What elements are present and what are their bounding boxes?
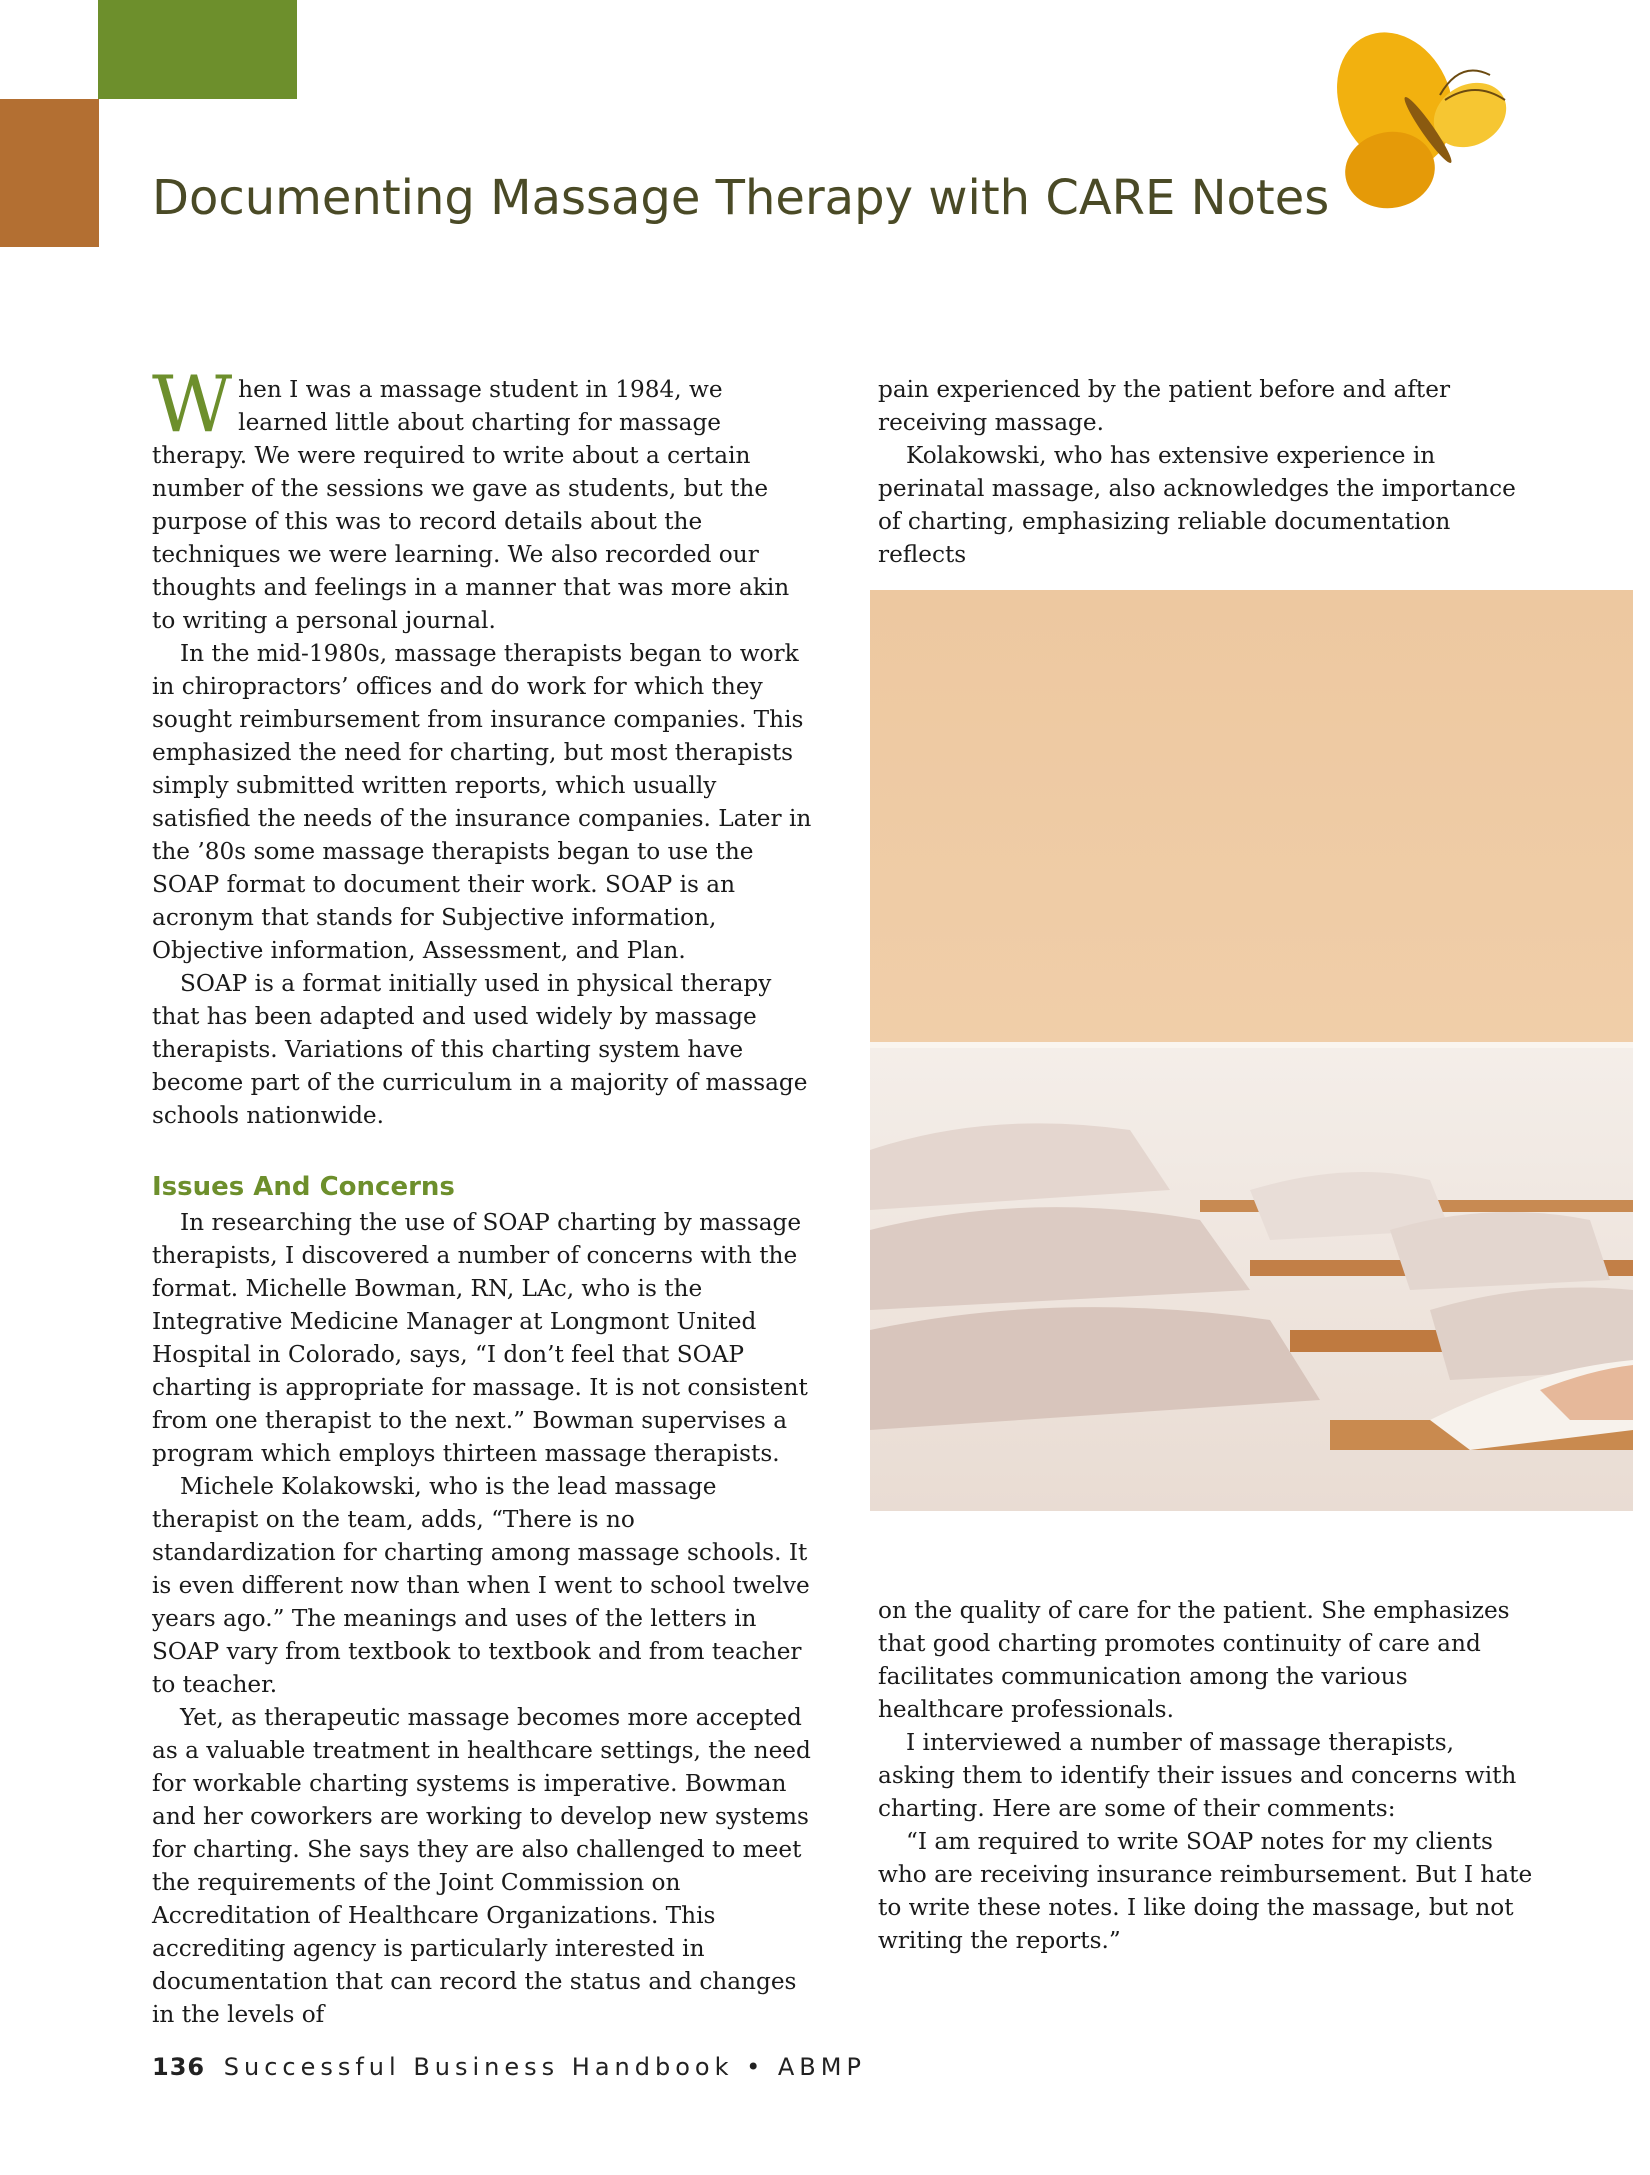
- drop-cap: W: [152, 360, 233, 450]
- paragraph: When I was a massage student in 1984, we learned little about charting for massage therapy. We were required to write about a certain number of the sessions we gave as students, but the purpose of this was to record details about the techniques we were learning. We also recorded our thoughts and feelings in a manner that was more akin to writing a personal journal.: [152, 360, 790, 634]
- article-column-left: [152, 360, 812, 2031]
- page-number: 136: [152, 2053, 206, 2081]
- paragraph: pain experienced by the patient before and after receiving massage.: [878, 376, 1451, 436]
- paragraph: Michele Kolakowski, who is the lead massage therapist on the team, adds, “There is no standardization for charting among massage schools. It is even different now than when I went to school twelve years ago.” The meanings and uses of the letters in SOAP vary from textbook to textbook and from teacher to teacher.: [152, 1473, 810, 1698]
- paragraph: In the mid-1980s, massage therapists began to work in chiropractors’ offices and do work for which they sought reimbursement from insurance companies. This emphasized the need for charting, but most therapists simply submitted written reports, which usually satisfied the needs of the insurance companies. Later in the ’80s some massage therapists began to use the SOAP format to document their work. SOAP is an acronym that stands for Subjective information, Objective information, Assessment, and Plan.: [152, 640, 812, 964]
- article-column-right-bottom: [878, 1594, 1538, 1957]
- section-subheading: Issues And Concerns: [152, 1172, 455, 1202]
- paragraph: on the quality of care for the patient. She emphasizes that good charting promotes continuity of care and facilitates communication among the various healthcare professionals.: [878, 1597, 1510, 1723]
- paragraph: I interviewed a number of massage therapists, asking them to identify their issues and concerns with charting. Here are some of their comments:: [878, 1729, 1517, 1822]
- butterfly-illustration: [1300, 20, 1540, 230]
- article-title: Documenting Massage Therapy with CARE Notes: [152, 170, 1330, 226]
- decorative-orange-block: [0, 99, 99, 247]
- publication-name: Successful Business Handbook • ABMP: [223, 2053, 866, 2081]
- decorative-green-block: [98, 0, 297, 99]
- page-footer: [152, 2053, 866, 2081]
- classroom-photo: [870, 590, 1633, 1511]
- paragraph: SOAP is a format initially used in physical therapy that has been adapted and used widely by massage therapists. Variations of this charting system have become part of the curriculum in a majority of massage schools nationwide.: [152, 970, 808, 1129]
- paragraph: In researching the use of SOAP charting by massage therapists, I discovered a number of concerns with the format. Michelle Bowman, RN, LAc, who is the Integrative Medicine Manager at Longmont United Hospital in Colorado, says, “I don’t feel that SOAP charting is appropriate for massage. It is not consistent from one therapist to the next.” Bowman supervises a program which employs thirteen massage therapists.: [152, 1209, 808, 1467]
- paragraph: Kolakowski, who has extensive experience in perinatal massage, also acknowledges the importance of charting, emphasizing reliable documentation reflects: [878, 442, 1516, 568]
- quote-paragraph: “I am required to write SOAP notes for my clients who are receiving insurance reimbursement. But I hate to write these notes. I like doing the massage, but not writing the reports.”: [878, 1828, 1533, 1954]
- paragraph: Yet, as therapeutic massage becomes more accepted as a valuable treatment in healthcare settings, the need for workable charting systems is imperative. Bowman and her coworkers are working to develop new systems for charting. She says they are also challenged to meet the requirements of the Joint Commission on Accreditation of Healthcare Organizations. This accrediting agency is particularly interested in documentation that can record the status and changes in the levels of: [152, 1704, 811, 2028]
- article-column-right-top: [878, 373, 1538, 571]
